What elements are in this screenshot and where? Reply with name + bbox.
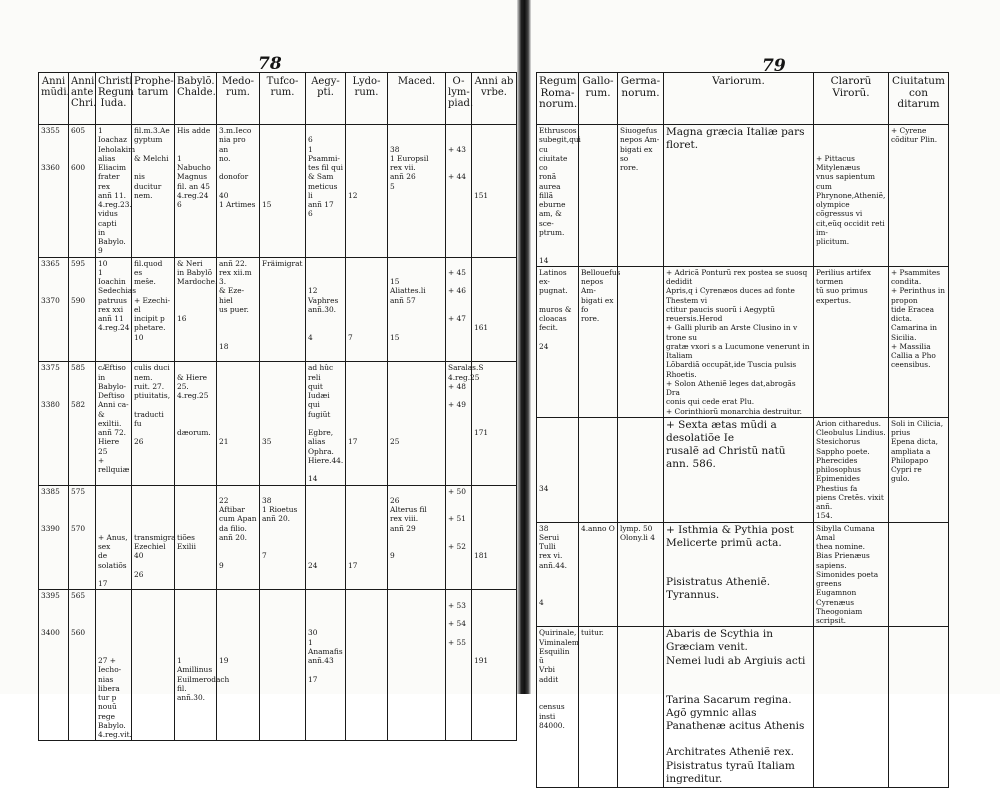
table-row bbox=[39, 485, 517, 590]
table-cell: 34 bbox=[537, 417, 579, 522]
table-cell: tiões Exilii bbox=[175, 485, 217, 590]
table-cell: 575 570 bbox=[69, 485, 96, 590]
column-header: Ciuitatum con ditarum bbox=[889, 73, 949, 125]
table-row bbox=[39, 590, 517, 741]
column-header: Aegy-pti. bbox=[306, 73, 346, 125]
column-header: Gallo-rum. bbox=[579, 73, 618, 125]
table-cell: & Hiere 25. 4.reg.25 dæorum. bbox=[175, 362, 217, 485]
table-cell: Perilius artifex tormen tũ suo primus expertus. bbox=[814, 266, 889, 417]
table-cell: 12 Vaphres anñ.30. 4 bbox=[306, 257, 346, 362]
table-cell: fil.m.3.Ae gyptum & Melchi nis ducitur nem. bbox=[132, 125, 175, 258]
table-row bbox=[39, 125, 517, 258]
table-cell: 595 590 bbox=[69, 257, 96, 362]
table-cell: 24 bbox=[306, 485, 346, 590]
table-cell: 181 bbox=[472, 485, 517, 590]
column-header: Christi Regum Iuda. bbox=[96, 73, 132, 125]
table-cell: 3355 3360 bbox=[39, 125, 69, 258]
table-cell bbox=[618, 266, 664, 417]
page-number-left: 78 bbox=[258, 54, 282, 74]
table-cell bbox=[814, 627, 889, 788]
table-cell: fil.quod es meŝe. + Ezechi-el incipit p phetare. 10 bbox=[132, 257, 175, 362]
table-cell: 151 bbox=[472, 125, 517, 258]
table-cell bbox=[579, 417, 618, 522]
column-header: Regum Roma-norum. bbox=[537, 73, 579, 125]
table-cell: & Neri in Babylõ Mardoche. 16 bbox=[175, 257, 217, 362]
table-row bbox=[537, 266, 949, 417]
column-header: Medo-rum. bbox=[217, 73, 260, 125]
table-cell: + Sexta ætas mũdi a desolatiõe Ie rusalẽ ad Christũ natũ ann. 586. bbox=[664, 417, 814, 522]
table-cell: + Cyrene cõditur Plin. bbox=[889, 125, 949, 267]
table-cell: Sibylla Cumana Amal thea nomine. Bias Prienæus sapiens. Simonides poeta greens Eugamnon Cyrenæus Theogoniam scripsit. bbox=[814, 522, 889, 627]
table-cell: Ethruscos subegit,qui cu ciuitate co ronã aurea fillã eburne am, & sce- ptrum. 14 bbox=[537, 125, 579, 267]
table-cell: Bellouefus nepos Am- bigati ex fo rore. bbox=[579, 266, 618, 417]
table-cell: + 43 + 44 bbox=[446, 125, 472, 258]
column-header: Anni mũdi. bbox=[39, 73, 69, 125]
column-header: Anni ab vrbe. bbox=[472, 73, 517, 125]
table-cell: 7 bbox=[346, 257, 388, 362]
table-cell: 17 bbox=[346, 485, 388, 590]
chronology-table-left bbox=[38, 72, 517, 741]
table-cell: 605 600 bbox=[69, 125, 96, 258]
table-cell: + 50 + 51 + 52 bbox=[446, 485, 472, 590]
table-cell: His adde 1 Nabucho Magnus fil. an 45 4.reg.24 6 bbox=[175, 125, 217, 258]
table-cell: + Psammites condita. + Perinthus in propon tide Eracea dicta. Camarina in Sicilia. + Massilia Callia a Pho ceensibus. bbox=[889, 266, 949, 417]
table-cell: Abaris de Scythia in Græciam venit. Nemei ludi ab Argiuis acti Tarina Sacarum regina. Agõ gymnic allas Panathenæ acitus Athenis Architrates Atheniẽ rex. Pisistratus tyraũ Italiam ingreditur. bbox=[664, 627, 814, 788]
column-header: Germa-norum. bbox=[618, 73, 664, 125]
column-header: Lydo-rum. bbox=[346, 73, 388, 125]
table-cell: 1 Ioachaz Ieholakim alias Eliacim frater rex anñ 11. 4.reg.23. vidus capti in Babylo. 9 bbox=[96, 125, 132, 258]
column-header: Clarorũ Virorũ. bbox=[814, 73, 889, 125]
table-row bbox=[39, 257, 517, 362]
table-cell: cÆftiso in Babylo- Deftiso Anni ca- & exiltii. anñ 72. Hiere 25 + rellquiæ bbox=[96, 362, 132, 485]
table-cell: 6 1 Psammi- tes fil qui & Sam meticus li anñ 17 6 bbox=[306, 125, 346, 258]
column-header: Maced. bbox=[388, 73, 446, 125]
table-row bbox=[537, 125, 949, 267]
table-cell: 15 Aliattes.li anñ 57 15 bbox=[388, 257, 446, 362]
column-header: O-lym-piad. bbox=[446, 73, 472, 125]
table-cell bbox=[388, 590, 446, 741]
table-cell bbox=[889, 627, 949, 788]
table-row bbox=[537, 417, 949, 522]
column-header: Prophe-tarum bbox=[132, 73, 175, 125]
table-cell: Soli in Cilicia, prius Epena dicta, ampliata a Philopapo Cypri re gulo. bbox=[889, 417, 949, 522]
table-cell: + Anus, sex de solatiõs 17 bbox=[96, 485, 132, 590]
table-cell: Magna græcia Italiæ pars floret. bbox=[664, 125, 814, 267]
table-cell: 161 bbox=[472, 257, 517, 362]
table-cell: Siuogefus nepos Am- bigati ex so rore. bbox=[618, 125, 664, 267]
table-cell bbox=[618, 627, 664, 788]
book-gutter bbox=[517, 0, 531, 694]
table-cell: 25 bbox=[388, 362, 446, 485]
table-row bbox=[537, 522, 949, 627]
table-cell: tuitur. bbox=[579, 627, 618, 788]
right-page bbox=[531, 0, 1000, 785]
table-cell: Arion citharedus. Cleobulus Lindius. Stesichorus Sappho poete. Pherecides philosophus Epimenides Phestius fa piens Cretẽs. vixit anñ. 154. bbox=[814, 417, 889, 522]
table-cell: 17 bbox=[346, 362, 388, 485]
page-number-right: 79 bbox=[762, 56, 786, 76]
table-cell: 38 Serui Tulli rex vi. anñ.44. 4 bbox=[537, 522, 579, 627]
table-cell: 22 Aftibar cum Apan da filio. anñ 20. 9 bbox=[217, 485, 260, 590]
table-cell: Latinos ex- pugnat. muros & cloacas fecit. 24 bbox=[537, 266, 579, 417]
table-cell: 10 1 Ioachin Sedechias patruus rex xxi anñ 11 4.reg.24 bbox=[96, 257, 132, 362]
table-cell: 4.anno O bbox=[579, 522, 618, 627]
column-header: Babylõ. Chalde. bbox=[175, 73, 217, 125]
table-cell: + Pittacus Mitylenæus vnus sapientum cum Phrynone,Atheniẽ, olympice cõgressus vi cit,eũq occidit reti im- plicitum. bbox=[814, 125, 889, 267]
table-cell: 3.m.Ieco nia pro an no. donofor 40 1 Artimes bbox=[217, 125, 260, 258]
table-cell: 19 bbox=[217, 590, 260, 741]
table-cell: anñ 22. rex xii.m 3. & Eze-hiel us puer. 18 bbox=[217, 257, 260, 362]
table-cell: 26 Alterus fil rex viii. anñ 29 9 bbox=[388, 485, 446, 590]
table-row bbox=[537, 627, 949, 788]
table-cell bbox=[579, 125, 618, 267]
table-cell: 1 Amillinus Euilmerodach fil. anñ.30. bbox=[175, 590, 217, 741]
table-cell: 3395 3400 bbox=[39, 590, 69, 741]
column-header: Tufco-rum. bbox=[260, 73, 306, 125]
table-cell: + Adricã Ponturũ rex postea se suosq dedidit Apris,q i Cyrenæos duces ad fonte Thestem vi ctitur paucis suorũ i Aegyptũ reuersis.Herod + Galli plurib an Arste Clusino in v trone su gratæ vxori s a Lucumone venerunt in Italiam Lõbardiã occupãt,ide Tuscia pulsis Rhoetis. + Solon Atheniẽ leges dat,abrogãs Dra conis qui cede erat Plu. + Corinthiorũ monarchia destruitur. bbox=[664, 266, 814, 417]
header-row-left bbox=[39, 73, 517, 125]
table-cell: ad hûc reli quit Iudæi qui fugiũt Egbre, alias Ophra. Hiere.44. 14 bbox=[306, 362, 346, 485]
table-cell: lymp. 50 Olony.li 4 bbox=[618, 522, 664, 627]
table-cell: Fräimigrat bbox=[260, 257, 306, 362]
table-cell: Saralas.S 4.reg.25 + 48 + 49 bbox=[446, 362, 472, 485]
table-cell: 3375 3380 bbox=[39, 362, 69, 485]
chronology-table-right bbox=[536, 72, 949, 788]
table-cell bbox=[618, 417, 664, 522]
table-cell: 30 1 Anamafis anñ.43 17 bbox=[306, 590, 346, 741]
table-row bbox=[39, 362, 517, 485]
table-cell bbox=[260, 590, 306, 741]
table-cell bbox=[346, 590, 388, 741]
table-cell: 15 bbox=[260, 125, 306, 258]
table-cell bbox=[889, 522, 949, 627]
column-header: Variorum. bbox=[664, 73, 814, 125]
table-cell: 21 bbox=[217, 362, 260, 485]
table-cell: 171 bbox=[472, 362, 517, 485]
table-cell: + 45 + 46 + 47 bbox=[446, 257, 472, 362]
table-cell bbox=[132, 590, 175, 741]
column-header: Anni ante Chri. bbox=[69, 73, 96, 125]
table-cell: Quirinale, Viminalem Esquilin ũ Vrbi addit census insti 84000. bbox=[537, 627, 579, 788]
left-page bbox=[0, 0, 517, 739]
table-cell: 585 582 bbox=[69, 362, 96, 485]
header-row-right bbox=[537, 73, 949, 125]
table-cell: + Isthmia & Pythia post Melicerte primũ acta. Pisistratus Atheniẽ. Tyrannus. bbox=[664, 522, 814, 627]
table-cell: 12 bbox=[346, 125, 388, 258]
table-cell: 38 1 Europsil rex vii. anñ 26 5 bbox=[388, 125, 446, 258]
table-cell: + 53 + 54 + 55 bbox=[446, 590, 472, 741]
table-cell: 27 + Iecho- nias libera tur p nouũ rege Babylo. 4.reg.vit. bbox=[96, 590, 132, 741]
table-cell: 3385 3390 bbox=[39, 485, 69, 590]
table-cell: 565 560 bbox=[69, 590, 96, 741]
table-cell: 3365 3370 bbox=[39, 257, 69, 362]
table-cell: 191 bbox=[472, 590, 517, 741]
table-cell: 38 1 Rioetus anñ 20. 7 bbox=[260, 485, 306, 590]
table-cell: culis duci nem. ruit. 27. ptiuitatis, traducti fu 26 bbox=[132, 362, 175, 485]
table-cell: transmigra Ezechiel 40 26 bbox=[132, 485, 175, 590]
table-cell: 35 bbox=[260, 362, 306, 485]
